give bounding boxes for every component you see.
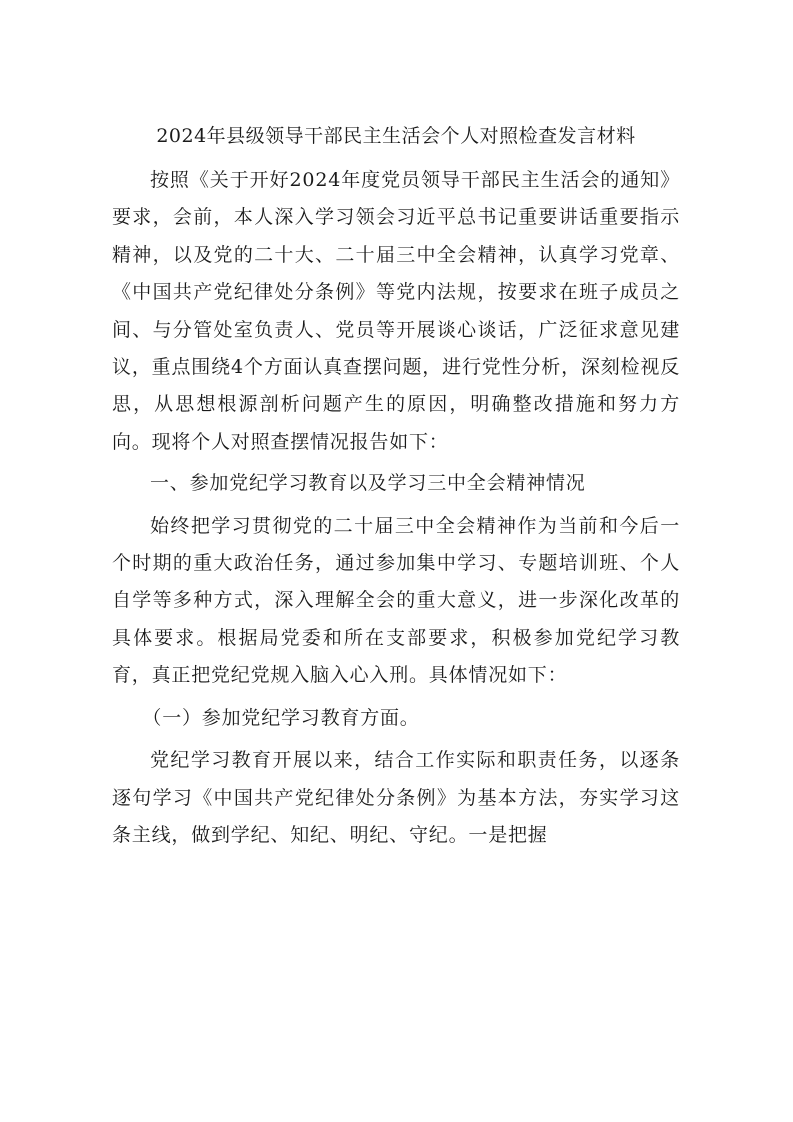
- document-title: 2024年县级领导干部民主生活会个人对照检查发言材料: [156, 125, 636, 147]
- section-heading-1: 一、参加党纪学习教育以及学习三中全会精神情况: [150, 472, 586, 495]
- subsection-paragraph-1: 党纪学习教育开展以来，结合工作实际和职责任务，以逐条逐句学习《中国共产党纪律处分条例》为基本方法，夯实学习这条主线，做到学纪、知纪、明纪、守纪。一是把握: [112, 749, 680, 846]
- intro-paragraph: 按照《关于开好2024年度党员领导干部民主生活会的通知》要求，会前，本人深入学习领会习近平总书记重要讲话重要指示精神，以及党的二十大、二十届三中全会精神，认真学习党章、《中国共产党纪律处分条例》等党内法规，按要求在班子成员之间、与分管处室负责人、党员等开展谈心谈话，广泛征求意见建议，重点围绕4个方面认真查摆问题，进行党性分析，深刻检视反思，从思想根源剖析问题产生的原因，明确整改措施和努力方向。现将个人对照查摆情况报告如下：: [112, 169, 680, 453]
- document-page: [112, 118, 680, 854]
- section-paragraph-1: 始终把学习贯彻党的二十届三中全会精神作为当前和今后一个时期的重大政治任务，通过参加集中学习、专题培训班、个人自学等多种方式，深入理解全会的重大意义，进一步深化改革的具体要求。根据局党委和所在支部要求，积极参加党纪学习教育，真正把党纪党规入脑入心入刑。具体情况如下：: [112, 514, 680, 687]
- subsection-heading-1: （一）参加党纪学习教育方面。: [142, 706, 420, 729]
